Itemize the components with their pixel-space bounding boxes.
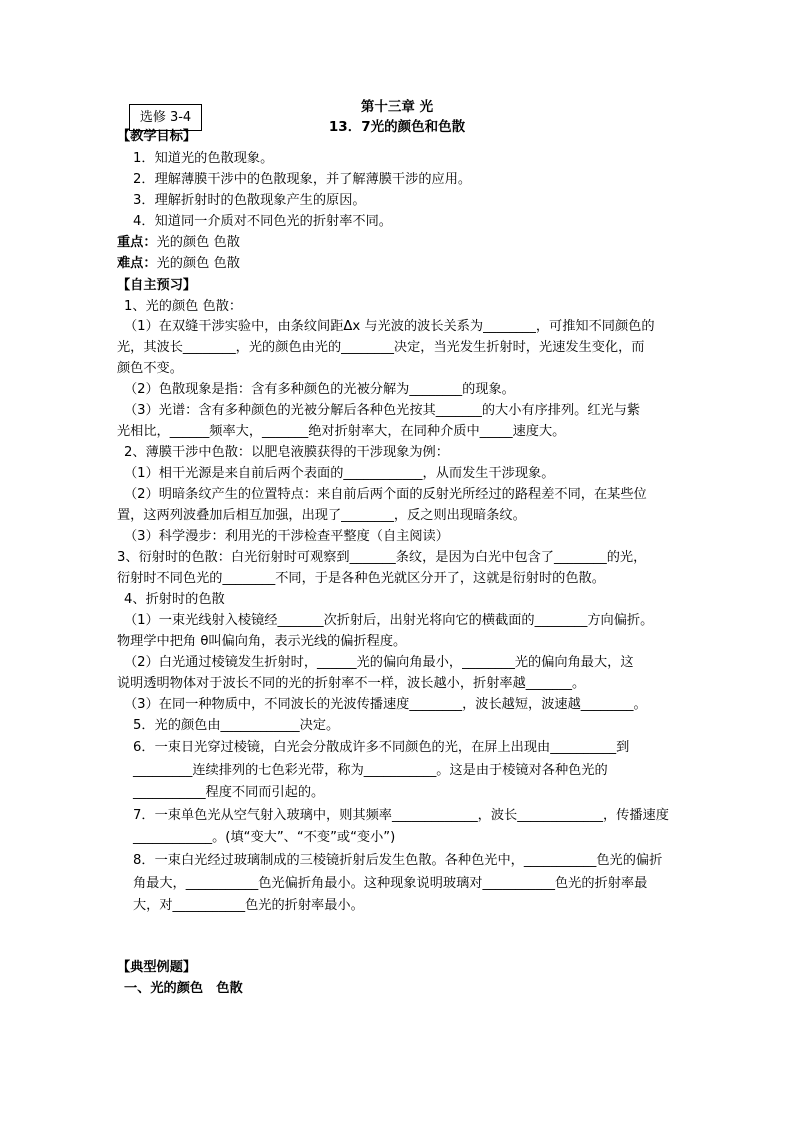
line-text: 光的颜色 色散 [156, 256, 240, 271]
text-line: _________连续排列的七色彩光带，称为___________。这是由于棱镜对各种色光的 [133, 763, 608, 778]
text-line: （2）明暗条纹产生的位置特点：来自前后两个面的反射光所经过的路程差不同，在某些位 [124, 487, 647, 502]
text-line: 物理学中把角 θ叫偏向角，表示光线的偏折程度。 [117, 634, 407, 649]
text-line: 5．光的颜色由____________决定。 [133, 718, 340, 733]
text-line: 3、衍射时的色散：白光衍射时可观察到_______条纹，是因为白光中包含了________的光， [117, 550, 647, 565]
text-line: ___________程度不同而引起的。 [133, 785, 325, 800]
text-line: （1）在双缝干涉实验中，由条纹间距Δx 与光波的波长关系为________，可推知不同颜色的 [124, 319, 655, 334]
line-label: 难点： [117, 256, 157, 271]
text-line: （1）一束光线射入棱镜经_______次折射后，出射光将向它的横截面的________方向偏折。 [124, 613, 654, 628]
text-line: ____________。(填“变大”、“不变”或“变小”) [133, 830, 396, 845]
text-line [117, 253, 240, 275]
course-label: 选修 3-4 [139, 110, 192, 125]
text-line [117, 232, 240, 254]
text-line: 说明透明物体对于波长不同的光的折射率不一样，波长越小，折射率越_______。 [117, 676, 586, 691]
text-line: 7．一束单色光从空气射入玻璃中，则其频率_____________，波长_____________，传播速度 [133, 808, 669, 823]
text-line: （2）白光通过棱镜发生折射时，______光的偏向角最小，________光的偏向角最大，这 [124, 655, 634, 670]
section-heading: 【典型例题】 [117, 960, 197, 975]
line-label: 重点： [117, 235, 157, 250]
text-line: 2．理解薄膜干涉中的色散现象，并了解薄膜干涉的应用。 [133, 172, 472, 187]
text-line: （3）光谱：含有多种颜色的光被分解后各种色光按其_______的大小有序排列。红光与紫 [124, 403, 641, 418]
chapter-title: 第十三章 光 [360, 99, 434, 115]
section-heading: 【自主预习】 [117, 278, 197, 293]
text-line: （1）相干光源是来自前后两个表面的____________，从而发生干涉现象。 [124, 466, 555, 481]
text-line: 角最大，___________色光偏折角最小。这种现象说明玻璃对___________色光的折射率最 [133, 876, 648, 891]
text-line: （3）在同一种物质中，不同波长的光波传播速度________，波长越短，波速越________。 [124, 697, 647, 712]
text-line: 8．一束白光经过玻璃制成的三棱镜折射后发生色散。各种色光中，___________色光的偏折 [133, 853, 663, 868]
text-line: 衍射时不同色光的________不同，于是各种色光就区分开了，这就是衍射时的色散。 [117, 571, 605, 586]
line-text: 光的颜色 色散 [156, 235, 240, 250]
section-heading: 【教学目标】 [117, 129, 197, 144]
text-line: 1．知道光的色散现象。 [133, 151, 274, 166]
text-line: 6．一束日光穿过棱镜，白光会分散成许多不同颜色的光，在屏上出现由__________到 [133, 740, 630, 755]
text-line: （2）色散现象是指：含有多种颜色的光被分解为________的现象。 [124, 382, 515, 397]
text-line: 颜色不变。 [117, 361, 183, 376]
text-line: 4、折射时的色散 [124, 592, 225, 607]
text-line: 1、光的颜色 色散： [124, 299, 243, 314]
text-line: 3．理解折射时的色散现象产生的原因。 [133, 193, 366, 208]
text-line: 大，对___________色光的折射率最小。 [133, 898, 364, 913]
text-line: 2、薄膜干涉中色散：以肥皂液膜获得的干涉现象为例： [124, 445, 449, 460]
text-line: 光，其波长________，光的颜色由光的________决定，当光发生折射时，光速发生变化，而 [117, 340, 645, 355]
text-line: 置，这两列波叠加后相互加强，出现了________，反之则出现暗条纹。 [117, 508, 526, 523]
section-heading: 一、光的颜色 色散 [124, 981, 243, 996]
text-line: （3）科学漫步：利用光的干涉检查平整度（自主阅读） [124, 529, 449, 544]
text-line: 4．知道同一介质对不同色光的折射率不同。 [133, 214, 392, 229]
text-line: 光相比，______频率大，_______绝对折射率大，在同种介质中_____速度大。 [117, 424, 566, 439]
section-title: 13．7光的颜色和色散 [328, 119, 466, 135]
